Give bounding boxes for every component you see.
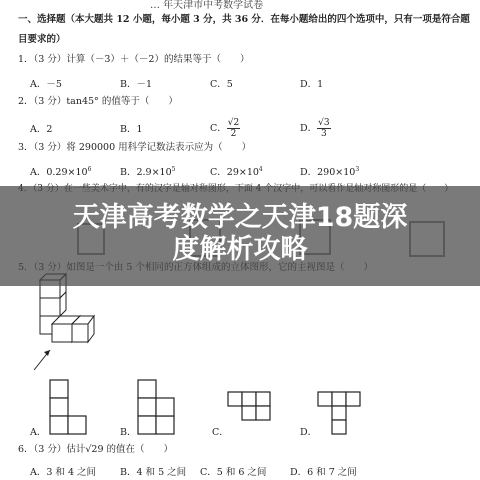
question-1-stem: 1．（3 分）计算（－3）＋（－2）的结果等于（ ） xyxy=(18,54,250,65)
cube-face xyxy=(72,324,88,342)
q5-option-d-figure xyxy=(316,390,366,438)
option-a: A．2 xyxy=(30,124,53,135)
option-d: D．6 和 7 之间 xyxy=(290,467,357,478)
section-desc: （本大题共 12 小题，每小题 3 分，共 36 分．在每小题给出的四个选项中，只有一项是符合题 xyxy=(65,14,470,25)
q5-option-c-label: C． xyxy=(212,427,229,438)
fraction-denominator: 3 xyxy=(320,129,327,139)
question-6-stem: 6．（3 分）估计√29 的值在（ ） xyxy=(18,444,174,455)
cube-face xyxy=(52,324,72,342)
banner-title-line-2: 度解析攻略 xyxy=(172,234,308,265)
fraction-denominator: 2 xyxy=(230,129,237,139)
banner-title xyxy=(0,202,480,266)
question-3-stem: 3．（3 分）将 290000 用科学记数法表示应为（ ） xyxy=(18,142,252,153)
q5-option-d-label: D． xyxy=(300,427,318,438)
document-title-cut: … 年天津市中考数学试卷 xyxy=(150,0,264,11)
option-d-prefix: D． xyxy=(300,123,318,134)
cube-face xyxy=(40,298,60,316)
option-c xyxy=(210,164,263,178)
exponent: 4 xyxy=(258,165,263,173)
fraction xyxy=(317,118,330,139)
q5-option-c-figure xyxy=(226,390,276,438)
section-title: 一、选择题 xyxy=(18,14,66,25)
option-a: A．－5 xyxy=(30,79,62,90)
option-c: C．5 和 6 之间 xyxy=(200,467,267,478)
option-a xyxy=(30,164,91,178)
option-b xyxy=(120,164,175,178)
fraction-numerator: √2 xyxy=(227,118,240,128)
cube-solid-figure xyxy=(28,272,98,372)
option-c-base: C．29×10 xyxy=(210,167,259,178)
option-d-base: D．290×10 xyxy=(300,167,356,178)
q5-option-a-figure xyxy=(48,378,88,438)
arrow-head xyxy=(44,350,50,356)
banner-title-line-1: 天津高考数学之天津18题深 xyxy=(72,202,408,233)
option-b: B．4 和 5 之间 xyxy=(120,467,187,478)
q5-option-b-label: B． xyxy=(120,427,137,438)
option-d xyxy=(300,164,359,178)
option-b: B．－1 xyxy=(120,79,153,90)
option-b-base: B．2.9×10 xyxy=(120,167,172,178)
fraction xyxy=(227,118,240,139)
option-c xyxy=(210,118,240,139)
q5-option-b-figure xyxy=(136,378,176,438)
option-c-prefix: C． xyxy=(210,123,227,134)
option-d: D．1 xyxy=(300,79,324,90)
exponent: 6 xyxy=(87,165,92,173)
exponent: 3 xyxy=(355,165,360,173)
q5-option-a-label: A． xyxy=(30,427,47,438)
option-a-base: A．0.29×10 xyxy=(30,167,88,178)
section-heading xyxy=(18,14,470,26)
question-2-stem: 2．（3 分）tan45° 的值等于（ ） xyxy=(18,96,178,107)
option-a: A．3 和 4 之间 xyxy=(30,467,97,478)
exponent: 5 xyxy=(171,165,176,173)
option-d xyxy=(300,118,331,139)
section-desc-cont: 目要求的） xyxy=(18,34,66,45)
option-c: C．5 xyxy=(210,79,233,90)
option-b: B．1 xyxy=(120,124,143,135)
fraction-numerator: √3 xyxy=(318,118,330,128)
